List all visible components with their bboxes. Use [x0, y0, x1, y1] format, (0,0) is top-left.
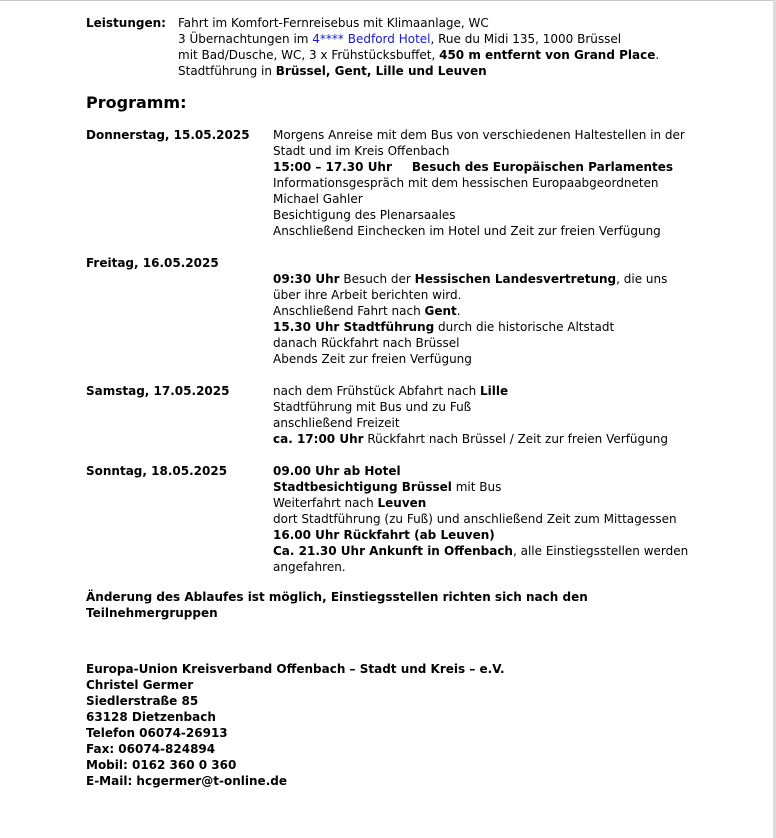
notice-line: Änderung des Ablaufes ist möglich, Einstiegsstellen richten sich nach den	[86, 590, 588, 604]
day-line	[273, 495, 746, 511]
program-title: Programm:	[86, 93, 187, 112]
day-line	[273, 479, 746, 495]
contact-city: 63128 Dietzenbach	[86, 710, 216, 724]
day-line: über ihre Arbeit berichten wird.	[273, 288, 462, 302]
day-line: Besichtigung des Plenarsaales	[273, 208, 456, 222]
day-body	[273, 127, 746, 239]
city: Lille	[480, 384, 509, 398]
services-label: Leistungen:	[86, 16, 166, 30]
event: Besuch des Europäischen Parlamentes	[411, 160, 674, 174]
day-line: danach Rückfahrt nach Brüssel	[273, 336, 460, 350]
day-line: Michael Gahler	[273, 192, 363, 206]
day-label: Freitag, 16.05.2025	[86, 256, 219, 270]
day-line: angefahren.	[273, 560, 346, 574]
day-line: Informationsgespräch mit dem hessischen Europaabgeordneten	[273, 176, 659, 190]
city: Leuven	[377, 496, 427, 510]
time: 15:00 – 17.30 Uhr	[273, 160, 392, 174]
day-line: Anschließend Einchecken im Hotel und Zeit zur freien Verfügung	[273, 224, 661, 238]
day-line: Morgens Anreise mit dem Bus von verschiedenen Haltestellen in der	[273, 128, 685, 142]
day-saturday	[86, 383, 746, 447]
day-line	[273, 271, 746, 287]
day-label: Sonntag, 18.05.2025	[86, 464, 228, 478]
text: , alle Einstiegsstellen werden	[512, 544, 689, 558]
text: Weiterfahrt nach	[273, 496, 378, 510]
day-line	[273, 431, 746, 447]
services-line-4	[178, 63, 746, 79]
day-line	[273, 383, 746, 399]
notice-line: Teilnehmergruppen	[86, 606, 218, 620]
services-text: .	[655, 48, 660, 62]
day-line	[273, 319, 746, 335]
time: 09:30 Uhr	[273, 272, 340, 286]
day-line: Abends Zeit zur freien Verfügung	[273, 352, 472, 366]
hotel-link[interactable]: 4**** Bedford Hotel	[312, 32, 431, 46]
contact-mobile: Mobil: 0162 360 0 360	[86, 758, 237, 772]
text: , die uns	[616, 272, 668, 286]
top-border	[0, 0, 776, 1]
day-line: Stadtführung mit Bus und zu Fuß	[273, 400, 472, 414]
day-line: Stadt und im Kreis Offenbach	[273, 144, 450, 158]
text: Rückfahrt nach Brüssel / Zeit zur freien Verfügung	[363, 432, 668, 446]
text: .	[456, 304, 461, 318]
city: Gent	[424, 304, 457, 318]
day-body	[273, 383, 746, 447]
event: Hessischen Landesvertretung	[414, 272, 617, 286]
day-line: anschließend Freizeit	[273, 416, 400, 430]
day-line	[273, 303, 746, 319]
services-text: , Rue du Midi 135, 1000 Brüssel	[430, 32, 622, 46]
day-line: 09.00 Uhr ab Hotel	[273, 464, 401, 478]
services-bold: Brüssel, Gent, Lille und Leuven	[275, 64, 487, 78]
day-body	[273, 463, 746, 575]
document-page	[86, 15, 746, 789]
services-text: 3 Übernachtungen im	[178, 32, 313, 46]
day-line: 16.00 Uhr Rückfahrt (ab Leuven)	[273, 528, 495, 542]
day-line	[273, 543, 746, 559]
day-label: Samstag, 17.05.2025	[86, 384, 230, 398]
text: Besuch der	[339, 272, 415, 286]
contact-street: Siedlerstraße 85	[86, 694, 199, 708]
contact-email[interactable]: E-Mail: hcgermer@t-online.de	[86, 774, 287, 788]
text: durch die historische Altstadt	[434, 320, 615, 334]
services-text: Stadtführung in	[178, 64, 276, 78]
contact-name: Christel Germer	[86, 678, 194, 692]
contact-org: Europa-Union Kreisverband Offenbach – Stadt und Kreis – e.V.	[86, 662, 505, 676]
services-line-1: Fahrt im Komfort-Fernreisebus mit Klimaanlage, WC	[178, 16, 489, 30]
contact-phone: Telefon 06074-26913	[86, 726, 228, 740]
day-friday	[86, 255, 746, 367]
services-body	[178, 15, 746, 79]
services-section	[86, 15, 746, 79]
event: Stadtbesichtigung Brüssel	[273, 480, 452, 494]
time: ca. 17:00 Uhr	[273, 432, 364, 446]
text: Anschließend Fahrt nach	[273, 304, 425, 318]
day-line	[273, 159, 746, 175]
services-text: mit Bad/Dusche, WC, 3 x Frühstücksbuffet,	[178, 48, 440, 62]
day-thursday	[86, 127, 746, 239]
notice	[86, 589, 746, 621]
contact-fax: Fax: 06074-824894	[86, 742, 216, 756]
day-label: Donnerstag, 15.05.2025	[86, 128, 250, 142]
text: nach dem Frühstück Abfahrt nach	[273, 384, 481, 398]
text: mit Bus	[451, 480, 502, 494]
event: Ca. 21.30 Uhr Ankunft in Offenbach	[273, 544, 513, 558]
day-line: dort Stadtführung (zu Fuß) und anschließend Zeit zum Mittagessen	[273, 512, 677, 526]
event: 15.30 Uhr Stadtführung	[273, 320, 435, 334]
day-body	[273, 255, 746, 367]
services-bold: 450 m entfernt von Grand Place	[439, 48, 656, 62]
services-line-2	[178, 31, 746, 47]
services-line-3	[178, 47, 746, 63]
contact-block	[86, 661, 746, 789]
day-sunday	[86, 463, 746, 575]
